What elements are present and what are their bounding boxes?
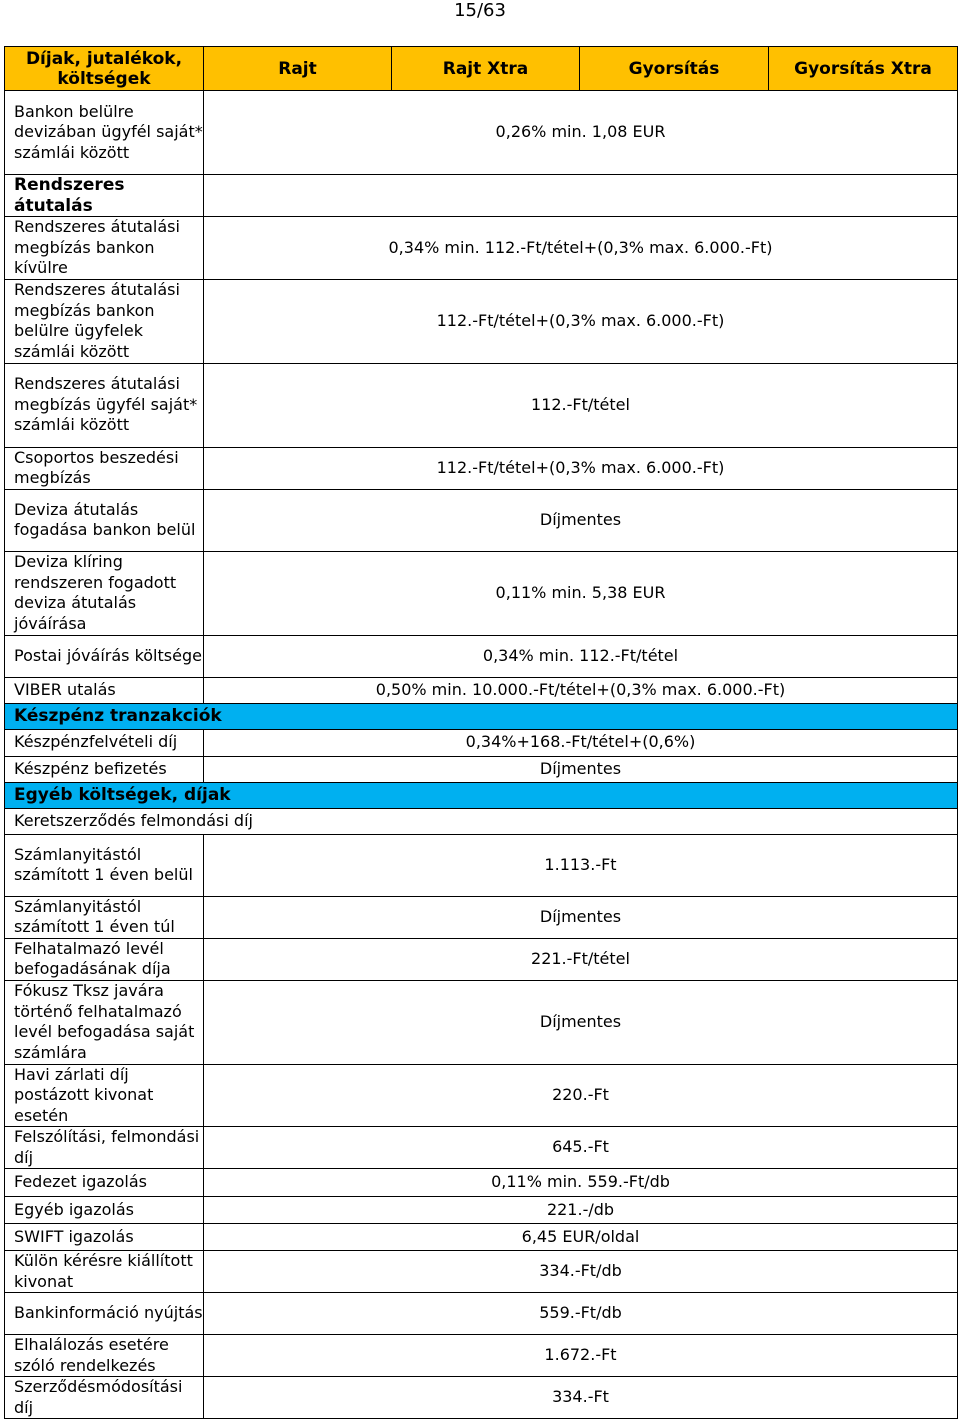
table-row	[5, 1197, 958, 1224]
fee-value: 0,34%+168.-Ft/tétel+(0,6%)	[204, 729, 958, 756]
subsection-title: Keretszerződés felmondási díj	[5, 808, 958, 834]
fee-label: Készpénz befizetés	[5, 756, 204, 782]
table-row	[5, 1377, 958, 1419]
page-number: 15/63	[454, 0, 506, 21]
fee-value: Díjmentes	[204, 980, 958, 1064]
fee-value: 0,11% min. 5,38 EUR	[204, 551, 958, 635]
fee-label: Felszólítási, felmondási díj	[5, 1127, 204, 1169]
table-header-row	[5, 47, 958, 91]
fee-label: Deviza átutalás fogadása bankon belül	[5, 489, 204, 551]
table-row	[5, 1224, 958, 1251]
fee-value: 221.-Ft/tétel	[204, 938, 958, 980]
fee-value: 0,11% min. 559.-Ft/db	[204, 1169, 958, 1197]
table-row	[5, 635, 958, 677]
header-col-gyorsitas-xtra: Gyorsítás Xtra	[769, 47, 958, 91]
table-row	[5, 489, 958, 551]
fee-value: 1.672.-Ft	[204, 1335, 958, 1377]
fee-label: Egyéb igazolás	[5, 1197, 204, 1224]
table-row	[5, 896, 958, 938]
fee-value: Díjmentes	[204, 896, 958, 938]
fee-value: 221.-/db	[204, 1197, 958, 1224]
table-row	[5, 217, 958, 280]
fee-label: Fókusz Tksz javára történő felhatalmazó levél befogadása saját számlára	[5, 980, 204, 1064]
fee-value: 334.-Ft/db	[204, 1251, 958, 1293]
section-row	[5, 703, 958, 729]
fee-table	[4, 46, 958, 1419]
fee-value: 645.-Ft	[204, 1127, 958, 1169]
table-row	[5, 1251, 958, 1293]
table-row	[5, 938, 958, 980]
table-row	[5, 363, 958, 447]
header-col-rajt: Rajt	[204, 47, 392, 91]
fee-label: Bankon belülre devizában ügyfél saját* számlái között	[5, 91, 204, 175]
fee-label: Rendszeres átutalási megbízás bankon kívülre	[5, 217, 204, 280]
table-row	[5, 980, 958, 1064]
fee-value: 0,34% min. 112.-Ft/tétel+(0,3% max. 6.000.-Ft)	[204, 217, 958, 280]
fee-label: Felhatalmazó levél befogadásának díja	[5, 938, 204, 980]
fee-label: Rendszeres átutalási megbízás ügyfél saját* számlái között	[5, 363, 204, 447]
fee-value: 1.113.-Ft	[204, 834, 958, 896]
fee-label: Számlanyitástól számított 1 éven belül	[5, 834, 204, 896]
table-row	[5, 1064, 958, 1127]
table-row	[5, 91, 958, 175]
table-row	[5, 1293, 958, 1335]
fee-value: Díjmentes	[204, 489, 958, 551]
fee-label: Havi zárlati díj postázott kivonat esetén	[5, 1064, 204, 1127]
fee-label: Külön kérésre kiállított kivonat	[5, 1251, 204, 1293]
fee-value: 0,26% min. 1,08 EUR	[204, 91, 958, 175]
table-row	[5, 1169, 958, 1197]
table-row	[5, 447, 958, 489]
table-row	[5, 551, 958, 635]
fee-label: VIBER utalás	[5, 677, 204, 703]
table-row	[5, 279, 958, 363]
section-title: Készpénz tranzakciók	[5, 703, 958, 729]
header-col-gyorsitas: Gyorsítás	[580, 47, 769, 91]
fee-label: Fedezet igazolás	[5, 1169, 204, 1197]
header-col-rajt-xtra: Rajt Xtra	[392, 47, 580, 91]
section-row	[5, 175, 958, 217]
section-row	[5, 782, 958, 808]
fee-value: 0,34% min. 112.-Ft/tétel	[204, 635, 958, 677]
fee-value: 6,45 EUR/oldal	[204, 1224, 958, 1251]
fee-label: Postai jóváírás költsége	[5, 635, 204, 677]
fee-value: Díjmentes	[204, 756, 958, 782]
fee-value: 334.-Ft	[204, 1377, 958, 1419]
fee-value: 0,50% min. 10.000.-Ft/tétel+(0,3% max. 6.000.-Ft)	[204, 677, 958, 703]
header-label-col: Díjak, jutalékok, költségek	[5, 47, 204, 91]
table-row	[5, 1127, 958, 1169]
fee-label: Számlanyitástól számított 1 éven túl	[5, 896, 204, 938]
table-row	[5, 677, 958, 703]
fee-value: 220.-Ft	[204, 1064, 958, 1127]
fee-value: 559.-Ft/db	[204, 1293, 958, 1335]
fee-label: Szerződésmódosítási díj	[5, 1377, 204, 1419]
fee-label: Csoportos beszedési megbízás	[5, 447, 204, 489]
table-row	[5, 834, 958, 896]
section-title: Rendszeres átutalás	[5, 175, 204, 217]
table-row	[5, 756, 958, 782]
fee-label: SWIFT igazolás	[5, 1224, 204, 1251]
fee-label: Deviza klíring rendszeren fogadott deviza átutalás jóváírása	[5, 551, 204, 635]
fee-value: 112.-Ft/tétel	[204, 363, 958, 447]
fee-value: 112.-Ft/tétel+(0,3% max. 6.000.-Ft)	[204, 447, 958, 489]
fee-value: 112.-Ft/tétel+(0,3% max. 6.000.-Ft)	[204, 279, 958, 363]
table-row	[5, 1335, 958, 1377]
fee-label: Készpénzfelvételi díj	[5, 729, 204, 756]
section-title: Egyéb költségek, díjak	[5, 782, 958, 808]
fee-label: Elhalálozás esetére szóló rendelkezés	[5, 1335, 204, 1377]
section-blank	[204, 175, 958, 217]
fee-label: Bankinformáció nyújtás	[5, 1293, 204, 1335]
subsection-row	[5, 808, 958, 834]
fee-label: Rendszeres átutalási megbízás bankon belülre ügyfelek számlái között	[5, 279, 204, 363]
table-row	[5, 729, 958, 756]
